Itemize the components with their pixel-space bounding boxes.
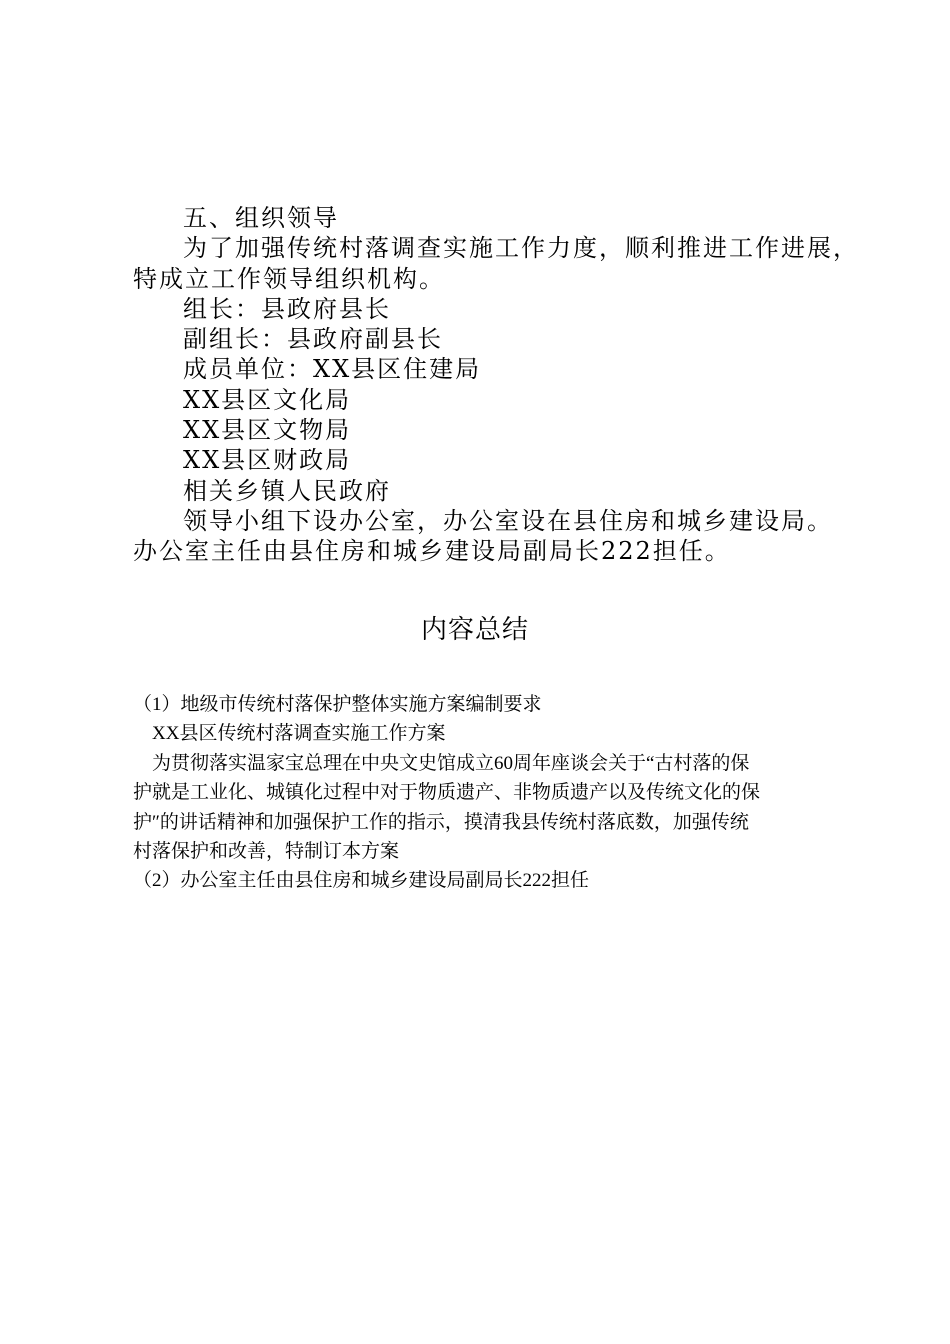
member-item: XX县区财政局 <box>183 446 352 475</box>
summary-item-2: （2）办公室主任由县住房和城乡建设局副局长222担任 <box>133 870 590 892</box>
summary-paragraph-line: 村落保护和改善，特制订本方案 <box>133 840 400 862</box>
summary-section <box>133 690 833 896</box>
member-item: XX县区文化局 <box>183 385 352 414</box>
summary-paragraph-line: 护就是工业化、城镇化过程中对于物质遗产、非物质遗产以及传统文化的保 <box>133 782 761 804</box>
summary-item-1: （1）地级市传统村落保护整体实施方案编制要求 <box>133 694 542 715</box>
intro-line-2: 特成立工作领导组织机构。 <box>133 264 445 293</box>
members-label-line: 成员单位：XX县区住建局 <box>183 355 482 384</box>
summary-title: 内容总结 <box>420 615 529 644</box>
summary-paragraph-line: 护″的讲话精神和加强保护工作的指示，摸清我县传统村落底数，加强传统 <box>133 811 749 833</box>
section-heading: 五、组织领导 <box>183 204 339 232</box>
organization-section <box>133 203 859 567</box>
member-item: XX县区文物局 <box>183 416 352 445</box>
office-line-1: 领导小组下设办公室，办公室设在县住房和城乡建设局。 <box>183 506 833 535</box>
office-line-2: 办公室主任由县住房和城乡建设局副局长222担任。 <box>133 537 731 566</box>
summary-paragraph-line: 为贯彻落实温家宝总理在中央文史馆成立60周年座谈会关于“古村落的保 <box>152 752 750 774</box>
member-item: 相关乡镇人民政府 <box>183 476 391 505</box>
intro-line-1: 为了加强传统村落调查实施工作力度，顺利推进工作进展， <box>183 234 859 263</box>
summary-subtitle: XX县区传统村落调查实施工作方案 <box>152 723 446 745</box>
leader-line: 组长：县政府县长 <box>183 294 391 323</box>
deputy-leader-line: 副组长：县政府副县长 <box>183 325 443 354</box>
